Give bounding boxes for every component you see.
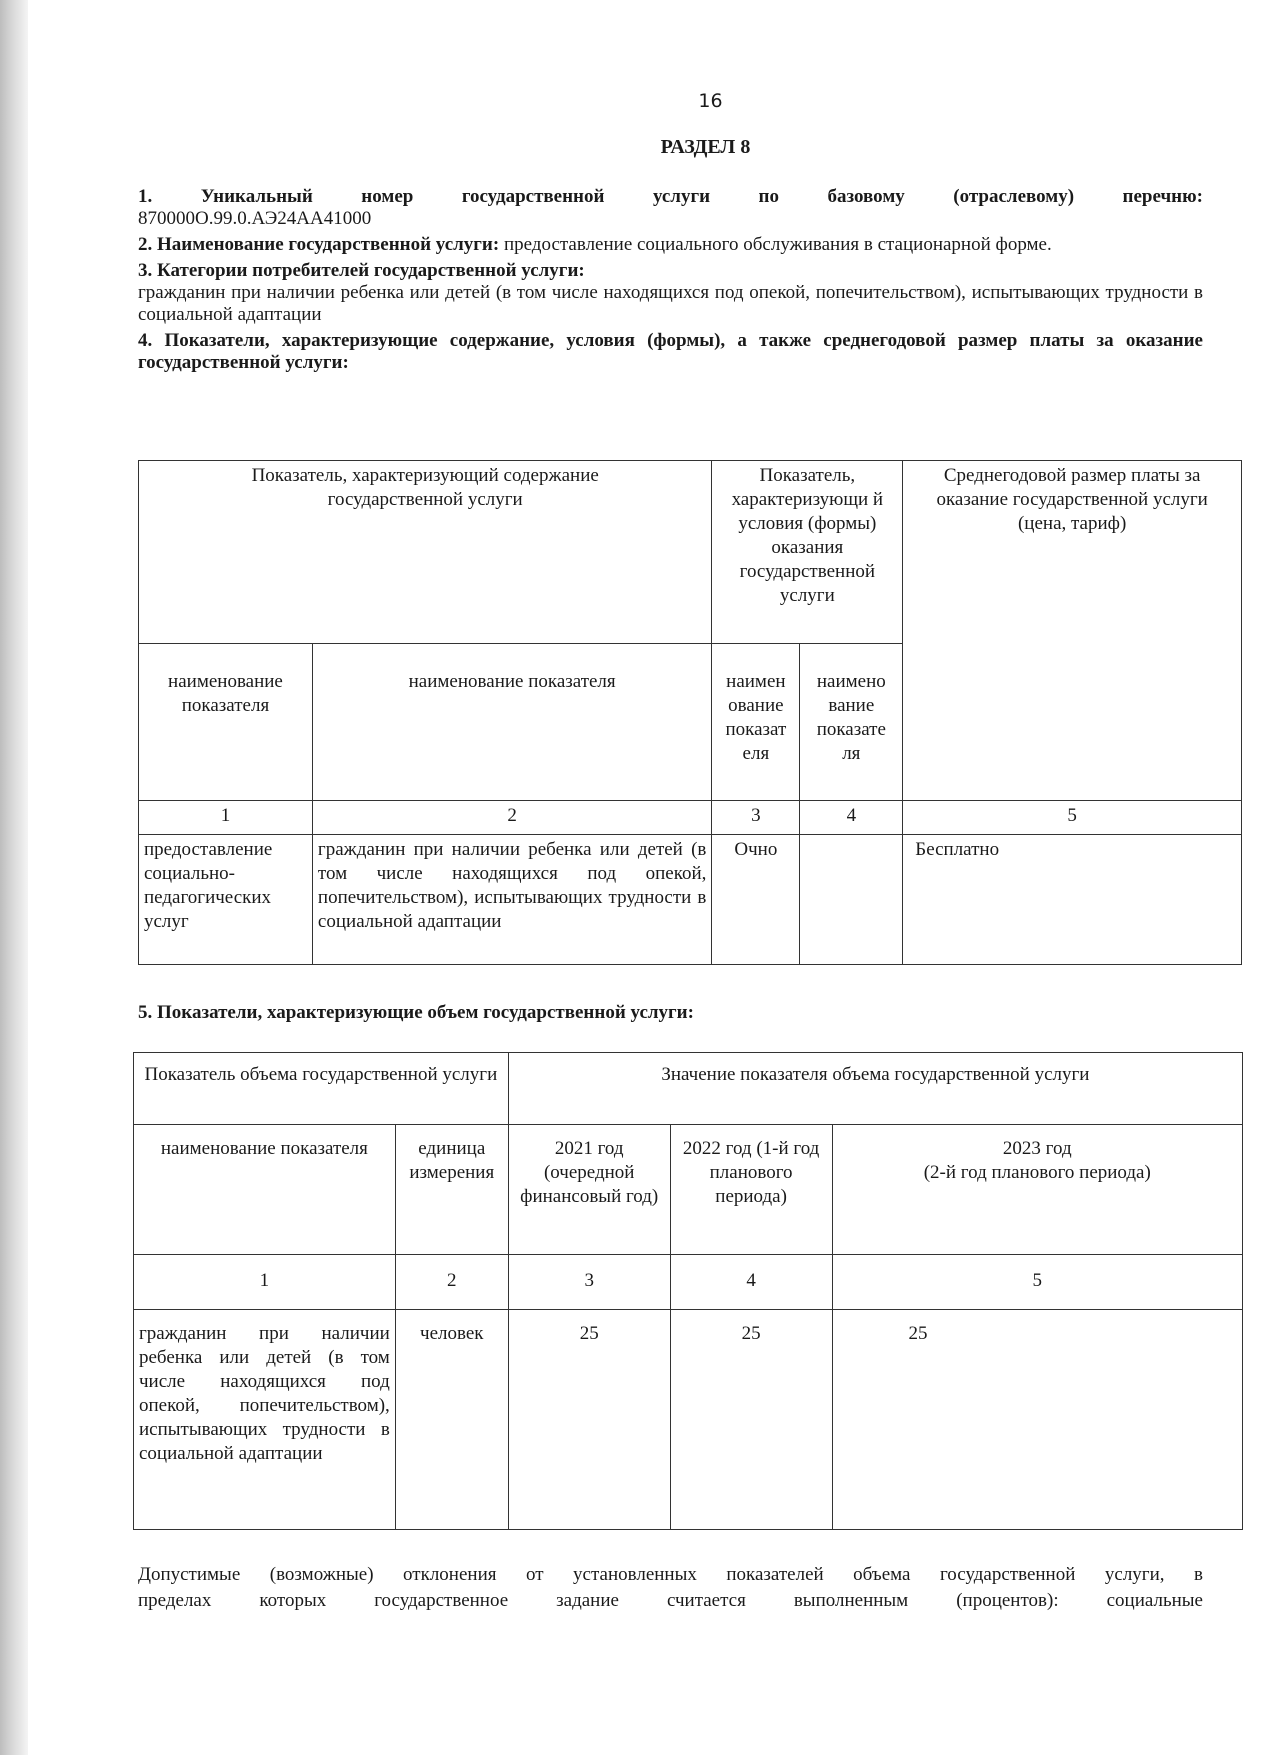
t2-sub-2023-year: 2023 год (1002, 1138, 1072, 1159)
deviation-line-2: пределах которых государственное задание считается выполненным (процентов): социальные (138, 1590, 1203, 1611)
t1-sub-name-3: наимен ование показат еля (712, 644, 800, 801)
t2-row-category: гражданин при наличии ребенка или детей (в том числе находящихся под опекой, попечительством), испытывающих трудности в социальной адаптации (134, 1310, 396, 1530)
t1-row-form: Очно (712, 835, 800, 965)
t1-col-num: 3 (712, 801, 800, 835)
t2-sub-2021: 2021 год (очередной финансовый год) (508, 1125, 670, 1255)
item-1 (138, 186, 1203, 230)
deviation-line-1: Допустимые (возможные) отклонения от установленных показателей объема государственной услуги, в (138, 1564, 1203, 1585)
item-3 (138, 260, 1203, 326)
t1-row-empty (800, 835, 903, 965)
page-number: 16 (698, 90, 723, 112)
t2-row-2021: 25 (508, 1310, 670, 1530)
t1-col-num: 2 (312, 801, 711, 835)
item-1-word: (отраслевому) (953, 186, 1075, 207)
t2-row-unit: человек (395, 1310, 508, 1530)
t2-sub-unit: единица измерения (395, 1125, 508, 1255)
item-1-word: 1. (138, 186, 153, 207)
item-5-label: 5. Показатели, характеризующие объем государственной услуги: (138, 1002, 694, 1023)
item-3-label: 3. Категории потребителей государственной услуги: (138, 260, 585, 281)
t1-row-category: гражданин при наличии ребенка или детей (в том числе находящихся под опекой, попечительством), испытывающих трудности в социальной адаптации (312, 835, 711, 965)
item-1-word: перечню: (1122, 186, 1203, 207)
t1-row-service: предоставление социально-педагогических услуг (139, 835, 313, 965)
t1-head-content: Показатель, характеризующий содержание государственной услуги (139, 461, 712, 644)
t2-row-2023: 25 (832, 1310, 1242, 1530)
t2-sub-2022: 2022 год (1-й год планового периода) (670, 1125, 832, 1255)
document-page (138, 80, 1203, 374)
content-indicators-table (138, 460, 1242, 965)
t1-sub-name-2: наименование показателя (312, 644, 711, 801)
t1-head-price: Среднегодовой размер платы за оказание государственной услуги (цена, тариф) (903, 461, 1242, 801)
volume-indicators-table (133, 1052, 1243, 1530)
t2-row-2022: 25 (670, 1310, 832, 1530)
t2-col-num: 1 (134, 1255, 396, 1310)
t2-head-value: Значение показателя объема государственной услуги (508, 1053, 1242, 1125)
t2-sub-2023 (832, 1125, 1242, 1255)
t2-sub-2023-period: (2-й год планового периода) (923, 1162, 1151, 1183)
item-3-value: гражданин при наличии ребенка или детей (в том числе находящихся под опекой, попечительством), испытывающих трудности в социальной адаптации (138, 282, 1203, 325)
t1-head-conditions: Показатель, характеризующи й условия (формы) оказания государственной услуги (712, 461, 903, 644)
t1-col-num: 1 (139, 801, 313, 835)
t2-sub-name: наименование показателя (134, 1125, 396, 1255)
item-1-word: базовому (827, 186, 905, 207)
item-1-word: по (758, 186, 779, 207)
t1-sub-name-1: наименование показателя (139, 644, 313, 801)
item-1-word: номер (361, 186, 414, 207)
t1-row-price: Бесплатно (903, 835, 1242, 965)
t2-col-num: 3 (508, 1255, 670, 1310)
item-2-value: предоставление социального обслуживания в стационарной форме. (499, 234, 1052, 255)
scan-edge (0, 0, 28, 1755)
item-1-word: государственной (461, 186, 605, 207)
t2-col-num: 5 (832, 1255, 1242, 1310)
item-1-word: услуги (652, 186, 711, 207)
t1-sub-name-4: наимено вание показате ля (800, 644, 903, 801)
item-1-label (138, 186, 1203, 208)
item-1-value: 870000О.99.0.АЭ24АА41000 (138, 208, 372, 229)
t1-col-num: 4 (800, 801, 903, 835)
t1-col-num: 5 (903, 801, 1242, 835)
deviation-note (138, 1562, 1203, 1614)
item-4-label: 4. Показатели, характеризующие содержание, условия (формы), а также среднегодовой размер платы за оказание государственной услуги: (138, 330, 1203, 373)
t2-col-num: 2 (395, 1255, 508, 1310)
item-1-word: Уникальный (200, 186, 313, 207)
item-2-label: 2. Наименование государственной услуги: (138, 234, 500, 255)
t2-col-num: 4 (670, 1255, 832, 1310)
section-title: РАЗДЕЛ 8 (660, 136, 751, 158)
item-2 (138, 234, 1203, 256)
t2-head-indicator: Показатель объема государственной услуги (134, 1053, 509, 1125)
